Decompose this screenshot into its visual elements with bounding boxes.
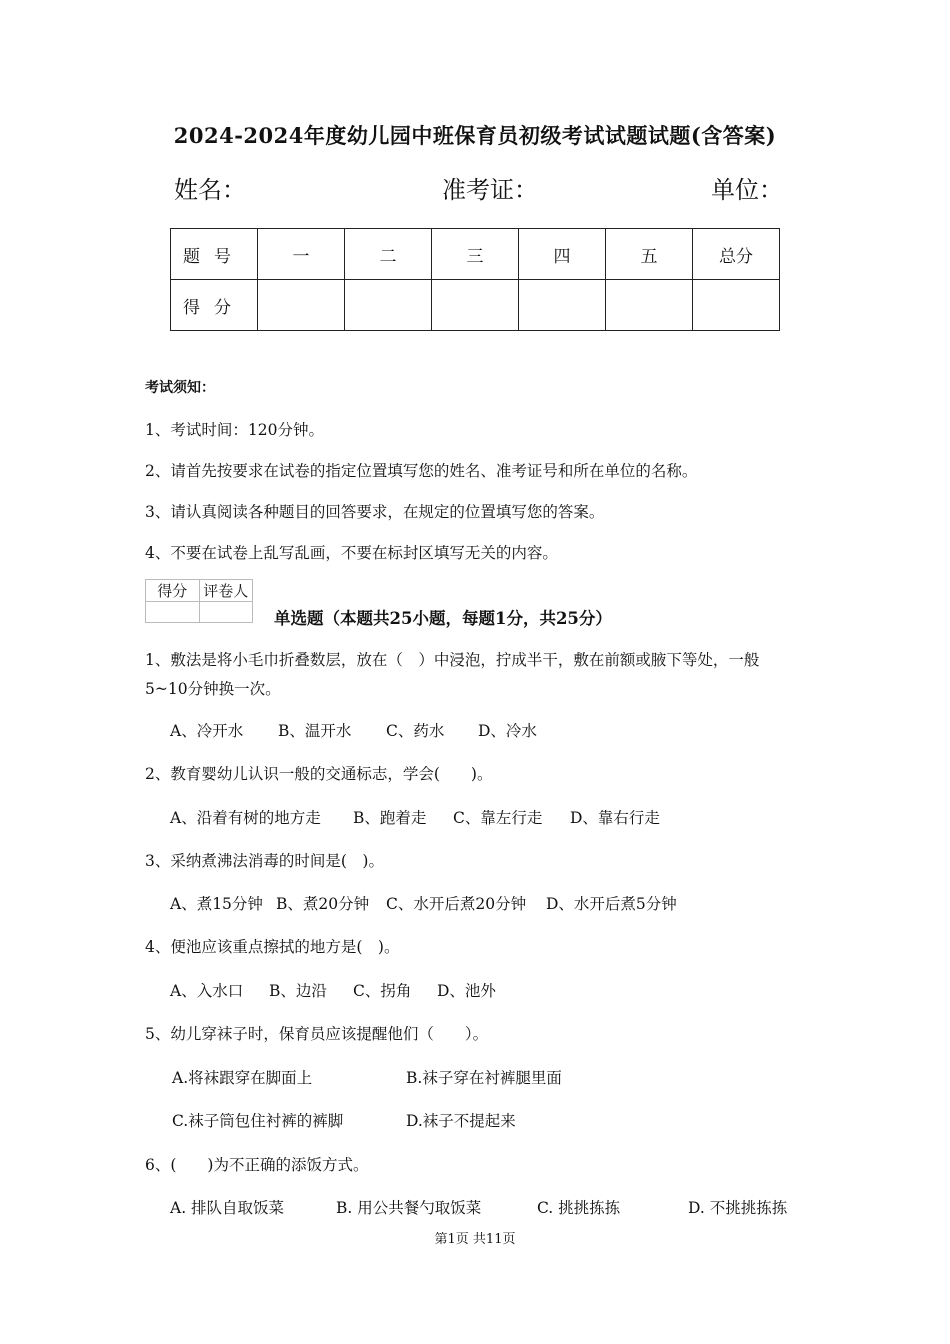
score-cell-2[interactable]: [345, 280, 432, 331]
question-option: C、药水: [386, 722, 445, 740]
grader-name-cell[interactable]: [199, 602, 253, 623]
question-option: C、拐角: [353, 982, 412, 1000]
question-option: A、冷开水: [170, 722, 244, 740]
score-table-header-row: [171, 229, 780, 280]
grader-score-label: 得分: [146, 580, 200, 602]
score-col-4: 四: [519, 229, 606, 280]
score-col-5: 五: [606, 229, 693, 280]
question-option: D、池外: [437, 982, 496, 1000]
question-stem-continued: 5~10分钟换一次。: [145, 680, 281, 698]
grader-box: [145, 579, 253, 623]
question-stem: 6、( )为不正确的添饭方式。: [145, 1156, 369, 1174]
question-option: B. 用公共餐勺取饭菜: [336, 1199, 482, 1217]
question-option: D. 不挑挑拣拣: [688, 1199, 788, 1217]
score-cell-5[interactable]: [606, 280, 693, 331]
question-stem: 4、便池应该重点擦拭的地方是( )。: [145, 938, 400, 956]
question-stem: 3、采纳煮沸法消毒的时间是( )。: [145, 852, 384, 870]
question-stem: 2、教育婴幼儿认识一般的交通标志，学会( )。: [145, 765, 493, 783]
exam-number-field-label: 准考证：: [442, 176, 538, 204]
notice-item: 4、不要在试卷上乱写乱画，不要在标封区填写无关的内容。: [145, 544, 558, 562]
question-number-label: 题号: [171, 229, 258, 280]
notice-item: 3、请认真阅读各种题目的回答要求，在规定的位置填写您的答案。: [145, 503, 605, 521]
question-stem: 5、幼儿穿袜子时，保育员应该提醒他们（ ）。: [145, 1025, 489, 1043]
question-option: D.袜子不提起来: [406, 1112, 516, 1130]
name-field-label: 姓名：: [174, 176, 246, 204]
question-option: A. 排队自取饭菜: [170, 1199, 285, 1217]
score-table: [170, 228, 780, 331]
question-option: C、靠左行走: [453, 809, 543, 827]
score-cell-3[interactable]: [432, 280, 519, 331]
score-col-1: 一: [258, 229, 345, 280]
score-cell-total[interactable]: [693, 280, 780, 331]
question-option: B、跑着走: [353, 809, 427, 827]
score-table-score-row: [171, 280, 780, 331]
question-option: B、温开水: [278, 722, 352, 740]
score-cell-4[interactable]: [519, 280, 606, 331]
question-stem: 1、敷法是将小毛巾折叠数层，放在（ ）中浸泡，拧成半干，敷在前额或腋下等处，一般: [145, 651, 760, 669]
notice-title: 考试须知：: [145, 380, 215, 396]
question-option: A、入水口: [170, 982, 244, 1000]
question-option: A.将袜跟穿在脚面上: [172, 1069, 313, 1087]
question-option: C. 挑挑拣拣: [537, 1199, 621, 1217]
notice-item: 1、考试时间：120分钟。: [145, 421, 324, 439]
question-option: A、煮15分钟: [170, 895, 263, 913]
section-title: 单选题（本题共25小题，每题1分，共25分）: [274, 609, 612, 628]
question-option: B、煮20分钟: [276, 895, 370, 913]
page-number: 第1页 共11页: [434, 1232, 516, 1247]
unit-field-label: 单位：: [711, 176, 783, 204]
score-label: 得分: [171, 280, 258, 331]
document-title: 2024-2024年度幼儿园中班保育员初级考试试题试题(含答案): [173, 123, 777, 148]
question-option: D、水开后煮5分钟: [546, 895, 677, 913]
question-option: D、冷水: [478, 722, 537, 740]
question-option: B、边沿: [269, 982, 327, 1000]
question-option: D、靠右行走: [570, 809, 660, 827]
question-option: B.袜子穿在衬裤腿里面: [406, 1069, 562, 1087]
score-col-total: 总分: [693, 229, 780, 280]
grader-score-cell[interactable]: [146, 602, 200, 623]
score-cell-1[interactable]: [258, 280, 345, 331]
notice-item: 2、请首先按要求在试卷的指定位置填写您的姓名、准考证号和所在单位的名称。: [145, 462, 698, 480]
grader-name-label: 评卷人: [199, 580, 253, 602]
question-option: A、沿着有树的地方走: [170, 809, 321, 827]
score-col-3: 三: [432, 229, 519, 280]
question-option: C.袜子筒包住衬裤的裤脚: [172, 1112, 344, 1130]
score-col-2: 二: [345, 229, 432, 280]
question-option: C、水开后煮20分钟: [386, 895, 527, 913]
